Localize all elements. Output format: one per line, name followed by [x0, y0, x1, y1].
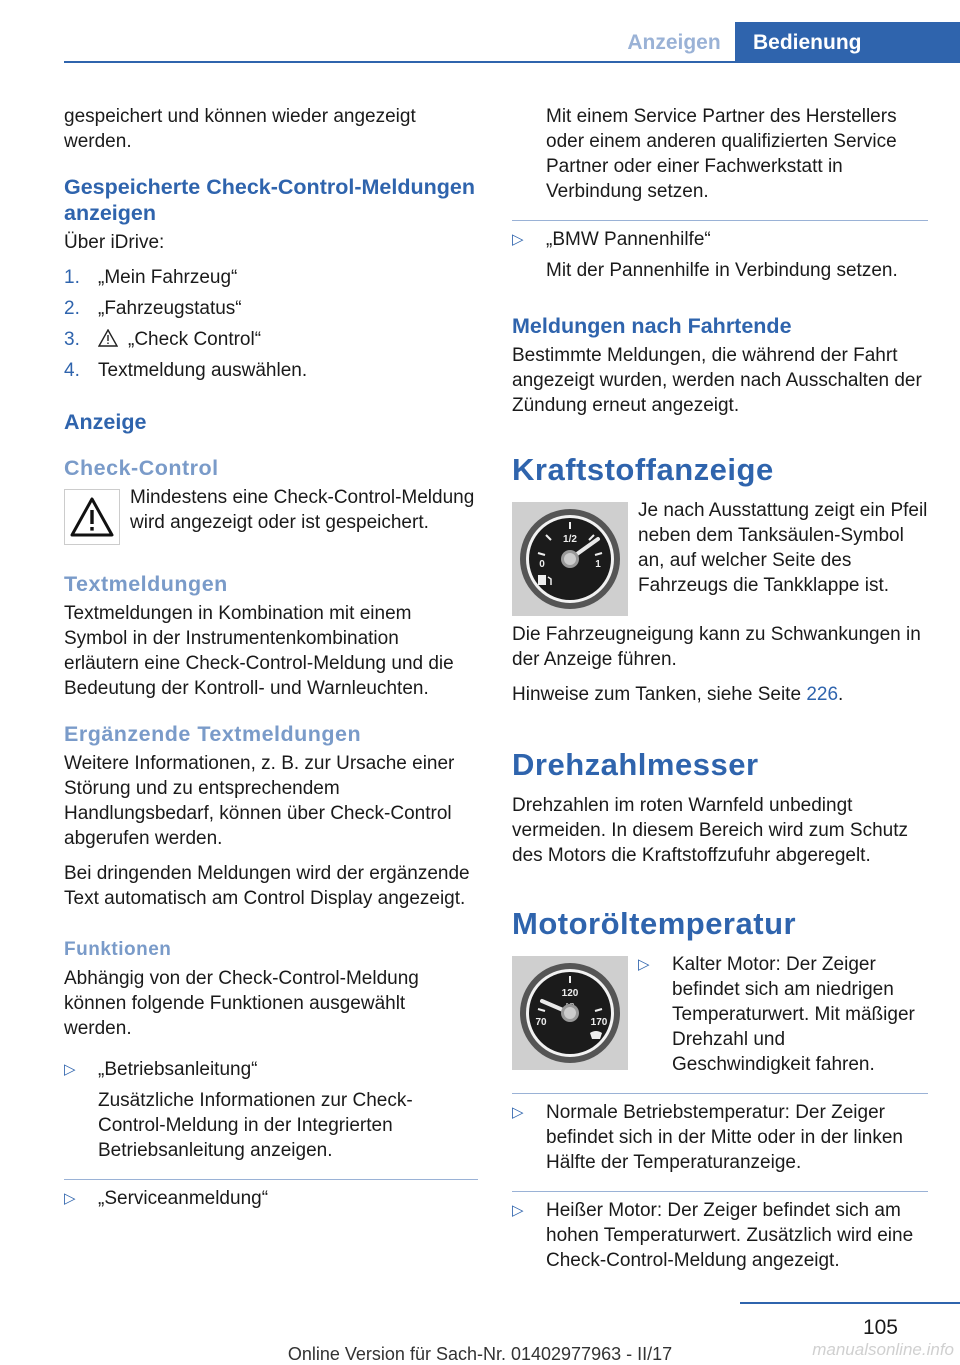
left-column	[64, 104, 478, 1227]
triangle-bullet-icon: ▷	[64, 1061, 76, 1078]
heading-meldungen-fahrtende: Meldungen nach Fahrtende	[512, 314, 792, 338]
check-control-row	[64, 485, 478, 545]
neigung-text: Die Fahrzeugneigung kann zu Schwankungen in der Anzeige führen.	[512, 624, 921, 670]
heading-drehzahlmesser: Drehzahlmesser	[512, 747, 759, 782]
steps-list	[64, 265, 478, 383]
triangle-bullet-icon: ▷	[638, 956, 650, 973]
oil-gauge-row	[512, 952, 928, 1093]
fuel-gauge-row	[512, 498, 928, 616]
svg-text:170: 170	[590, 1017, 608, 1028]
triangle-bullet-icon: ▷	[512, 1202, 524, 1219]
hinweis-tanken: Hinweise zum Tanken, siehe Seite 226.	[512, 684, 844, 705]
warning-triangle-icon	[98, 329, 118, 347]
svg-text:1/2: 1/2	[563, 534, 577, 545]
textmeldungen-text: Textmeldungen in Kombination mit einem Symbol in der Instrumentenkombination erläutern eine Check-Control-Meldung und die Bedeutung der Kontroll- und Warnleuchten.	[64, 603, 454, 699]
heading-gespeicherte-meldungen: Gespeicherte Check-Control-Meldungen anzeigen	[64, 175, 475, 225]
oil-temperature-gauge-icon	[516, 959, 624, 1067]
triangle-bullet-icon: ▷	[512, 231, 524, 248]
funktionen-list	[64, 1051, 478, 1227]
footer-rule	[740, 1302, 960, 1304]
list-item: ▷ Normale Betriebstemperatur: Der Zeiger befindet sich in der Mitte oder in der linken Hälfte der Temperaturanzeige.	[512, 1093, 928, 1191]
step-item: 4. Textmeldung auswählen.	[64, 360, 308, 381]
svg-text:120: 120	[561, 988, 579, 999]
kraftstoff-text: Je nach Ausstattung zeigt ein Pfeil neben dem Tanksäulen-Symbol an, auf welcher Seite des Fahrzeugs die Tankklappe ist.	[638, 500, 928, 596]
list-item: ▷ Heißer Motor: Der Zeiger befindet sich am hohen Temperaturwert. Zusätzlich wird eine Check-Control-Meldung angezeigt.	[512, 1191, 928, 1289]
svg-text:1: 1	[595, 559, 601, 570]
ergaenzende-text-2: Bei dringenden Meldungen wird der ergänzende Text automatisch am Control Display angezeigt.	[64, 863, 470, 909]
header-rule	[64, 61, 960, 63]
page-number: 105	[862, 1316, 898, 1339]
warning-triangle-icon	[69, 496, 115, 538]
heading-funktionen: Funktionen	[64, 939, 172, 960]
drehzahl-text: Drehzahlen im roten Warnfeld unbedingt vermeiden. In diesem Bereich wird zum Schutz des Motors die Kraftstoffzufuhr abgeregelt.	[512, 795, 908, 866]
list-item: ▷ „Serviceanmeldung“	[64, 1179, 478, 1227]
tab-anzeigen[interactable]: Anzeigen	[627, 31, 721, 54]
page-header	[0, 0, 960, 62]
heading-check-control: Check-Control	[64, 456, 219, 480]
triangle-bullet-icon: ▷	[64, 1190, 76, 1207]
heading-ergaenzende: Ergänzende Textmeldungen	[64, 722, 362, 746]
list-item: ▷ „Betriebsanleitung“ Zusätzliche Informationen zur Check-Control-Meldung in der Integrierten Betriebsanleitung anzeigen.	[64, 1059, 413, 1161]
funktionen-text: Abhängig von der Check-Control-Meldung können folgende Funktionen ausgewählt werden.	[64, 968, 419, 1039]
heading-motoroeltemperatur: Motoröltemperatur	[512, 906, 797, 941]
fahrtende-text: Bestimmte Meldungen, die während der Fahrt angezeigt wurden, werden nach Ausschalten der Zündung erneut angezeigt.	[512, 345, 922, 416]
online-version-footer: Online Version für Sach-Nr. 01402977963 - II/17	[287, 1344, 673, 1364]
check-control-text: Mindestens eine Check-Control-Meldung wird angezeigt oder ist gespeichert.	[130, 487, 475, 533]
heading-anzeige: Anzeige	[64, 410, 147, 434]
triangle-bullet-icon: ▷	[512, 1104, 524, 1121]
page-link-226[interactable]: 226	[806, 684, 839, 705]
fuel-gauge-icon	[516, 505, 624, 613]
svg-text:70: 70	[535, 1017, 547, 1028]
right-column	[512, 104, 928, 1289]
heading-kraftstoffanzeige: Kraftstoffanzeige	[512, 452, 774, 487]
list-item: Mit einem Service Partner des Herstellers oder einem anderen qualifizierten Service Partner oder einer Fachwerkstatt in Verbindung setzen.	[546, 106, 897, 202]
svg-text:0: 0	[539, 559, 545, 570]
via-idrive: Über iDrive:	[64, 232, 165, 253]
fuel-gauge-image	[512, 502, 628, 616]
oil-temp-list	[512, 1093, 928, 1289]
funktionen-list-cont	[512, 104, 928, 299]
step-item: 2. „Fahrzeugstatus“	[64, 298, 242, 319]
step-item: 3. „Check Control“	[64, 329, 262, 350]
check-control-icon-box	[64, 489, 120, 545]
oil-temp-list-first	[638, 952, 928, 1093]
watermark: manualsonline.info	[812, 1340, 954, 1359]
step-item: 1. „Mein Fahrzeug“	[64, 267, 238, 288]
oil-temp-gauge-image	[512, 956, 628, 1070]
heading-textmeldungen: Textmeldungen	[64, 572, 228, 596]
intro-text: gespeichert und können wieder angezeigt werden.	[64, 106, 416, 152]
tab-bedienung[interactable]: Bedienung	[735, 22, 960, 61]
list-item: ▷ „BMW Pannenhilfe“ Mit der Pannenhilfe in Verbindung setzen.	[512, 220, 928, 299]
ergaenzende-text-1: Weitere Informationen, z. B. zur Ursache einer Störung und zu entsprechendem Handlungsbedarf, können über Check-Control abgerufen werden.	[64, 753, 455, 849]
list-item: ▷ Kalter Motor: Der Zeiger befindet sich am niedrigen Temperaturwert. Mit mäßiger Drehzahl und Geschwindigkeit fahren.	[638, 954, 915, 1075]
